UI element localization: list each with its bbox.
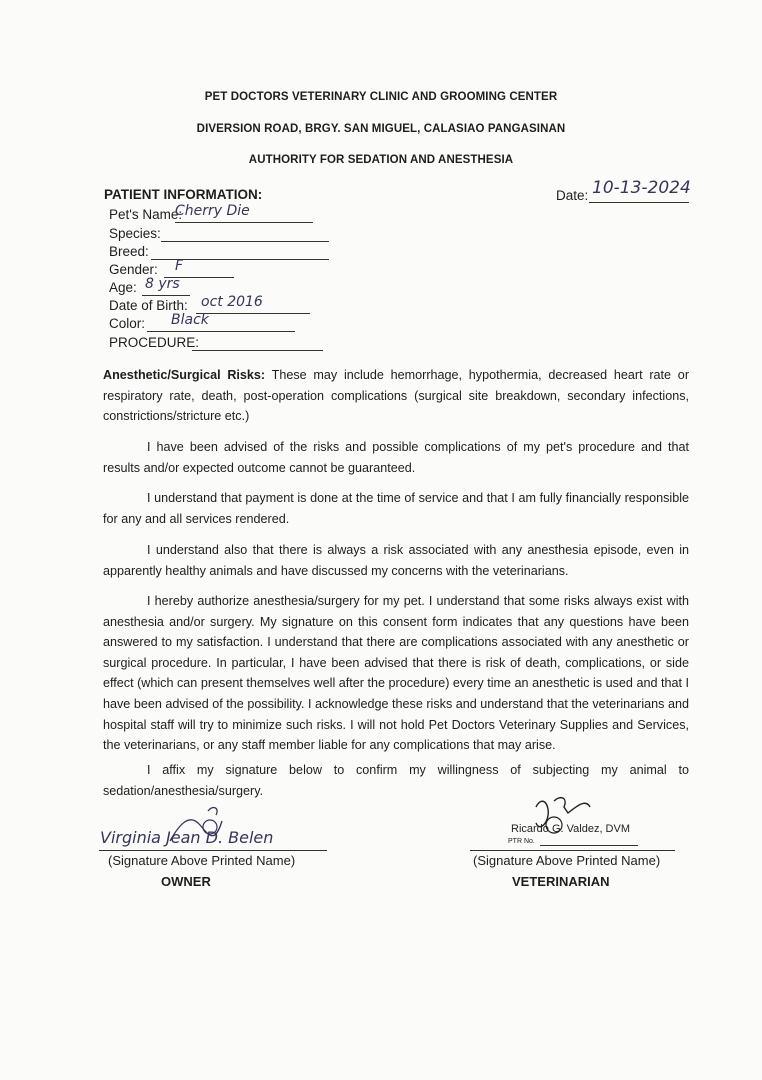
breed-field: [109, 242, 334, 260]
vet-printed-name: Ricardo G. Valdez, DVM: [511, 823, 631, 835]
date-field: [556, 178, 706, 208]
form-title: AUTHORITY FOR SEDATION AND ANESTHESIA: [248, 154, 514, 166]
pet-name-value: Cherry Die: [175, 203, 250, 219]
vet-signature-caption: (Signature Above Printed Name): [473, 853, 661, 868]
risks-paragraph: [103, 365, 689, 427]
dob-field: [109, 296, 314, 314]
color-value: Black: [171, 312, 209, 328]
payment-paragraph: I understand that payment is done at the time of service and that I am fully financially responsible for any and all services rendered.: [103, 491, 689, 526]
vet-signature-line: [470, 850, 675, 851]
dob-label: Date of Birth:: [109, 298, 188, 313]
color-label: Color:: [109, 316, 146, 331]
risks-heading: Anesthetic/Surgical Risks:: [103, 368, 266, 382]
age-label: Age:: [109, 280, 137, 295]
risks-text: These may include hemorrhage, hypothermia, decreased heart rate or respiratory rate, death, post-operation complications (surgical site breakdown, secondary infections, constrictions/stricture etc.): [103, 368, 690, 424]
date-underline: [589, 202, 689, 203]
clinic-address: DIVERSION ROAD, BRGY. SAN MIGUEL, CALASIAO PANGASINAN: [196, 123, 566, 135]
pet-name-label: Pet's Name:: [109, 207, 183, 222]
vet-ptr-line: [540, 845, 638, 846]
patient-info-heading: PATIENT INFORMATION:: [104, 187, 263, 202]
vet-ptr-label: PTR No.: [508, 838, 535, 845]
affirmation-paragraph: I affix my signature below to confirm my willingness of subjecting my animal to sedation/anesthesia/surgery.: [103, 763, 689, 798]
procedure-underline: [192, 350, 323, 351]
date-value: 10-13-2024: [592, 178, 691, 198]
breed-label: Breed:: [109, 244, 149, 259]
pet-name-underline: [175, 222, 313, 223]
owner-signature-line: [99, 850, 327, 851]
advised-paragraph: I have been advised of the risks and possible complications of my pet's procedure and that results and/or expected outcome cannot be guaranteed.: [103, 440, 689, 475]
clinic-name: PET DOCTORS VETERINARY CLINIC AND GROOMING CENTER: [204, 91, 558, 103]
owner-role-label: OWNER: [161, 874, 211, 889]
species-field: [109, 224, 334, 242]
vet-role-label: VETERINARIAN: [512, 874, 610, 889]
age-value: 8 yrs: [145, 276, 180, 292]
procedure-field: [109, 333, 329, 351]
procedure-label: PROCEDURE:: [109, 335, 200, 350]
color-underline: [147, 331, 295, 332]
species-label: Species:: [109, 226, 161, 241]
owner-handwritten-name: Virginia Jean D. Belen: [100, 828, 274, 847]
authorization-paragraph: I hereby authorize anesthesia/surgery for my pet. I understand that some risks always exist with anesthesia and/or surgery. My signature on this consent form indicates that any questions have been answered to my satisfaction. I understand that there are complications associated with any anesthetic or surgical procedure. In particular, I have been advised that there is risk of death, complications, or side effect (which can present themselves well after the procedure) every time an anesthetic is used and that I have been advised of the possibility. I acknowledge these risks and understand that the veterinarians and hospital staff will try to minimize such risks. I will not hold Pet Doctors Veterinary Supplies and Services, the veterinarians, or any staff member liable for any complications that may arise.: [103, 594, 689, 753]
owner-signature-caption: (Signature Above Printed Name): [108, 853, 296, 868]
color-field: [109, 314, 299, 332]
dob-value: oct 2016: [201, 294, 263, 310]
risk-acknowledgement-paragraph: I understand also that there is always a risk associated with any anesthesia episode, even in apparently healthy animals and have discussed my concerns with the veterinarians.: [103, 543, 689, 578]
pet-name-field: [109, 205, 319, 223]
date-label: Date:: [556, 188, 589, 203]
gender-value: F: [175, 258, 184, 274]
gender-label: Gender:: [109, 262, 158, 277]
